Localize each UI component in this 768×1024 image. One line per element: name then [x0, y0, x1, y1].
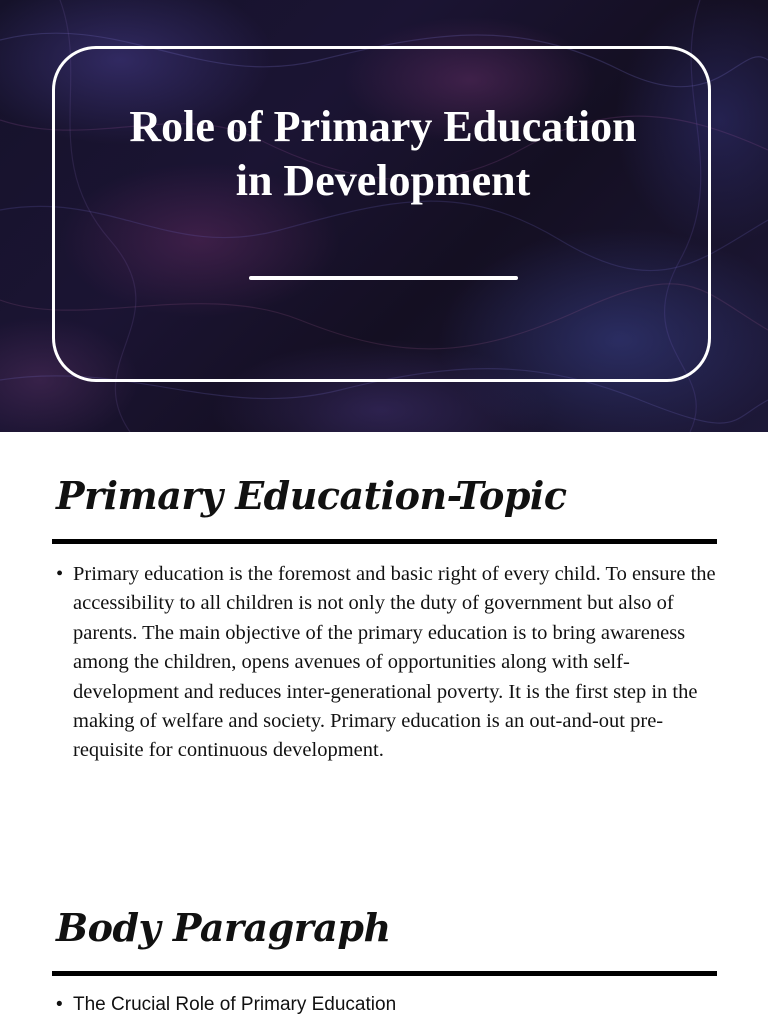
title-underline	[249, 276, 518, 280]
title-line-2: in Development	[235, 156, 531, 205]
title-slide	[0, 0, 768, 432]
topic-bullet	[56, 560, 716, 766]
bullet-icon: •	[56, 563, 64, 585]
body-paragraph-bullet-text: The Crucial Role of Primary Education	[73, 994, 397, 1015]
topic-heading-rule	[52, 539, 717, 544]
title-line-1: Role of Primary Education	[129, 102, 637, 151]
body-paragraph-heading-rule	[52, 971, 717, 976]
presentation-title	[52, 100, 714, 208]
bullet-icon: •	[56, 994, 63, 1015]
title-frame	[52, 46, 711, 382]
body-paragraph-heading: Body Paragraph	[56, 905, 391, 950]
topic-bullet-text: Primary education is the foremost and basic right of every child. To ensure the accessibility to all children is not only the duty of government but also of parents. The main objective of the primary education is to bring awareness among the children, opens avenues of opportunities along with self-development and reduces inter-generational poverty. It is the first step in the making of welfare and society. Primary education is an out-and-out pre-requisite for continuous development.	[73, 563, 716, 762]
body-paragraph-bullet	[56, 992, 716, 1018]
topic-heading: Primary Education-Topic	[56, 473, 567, 518]
